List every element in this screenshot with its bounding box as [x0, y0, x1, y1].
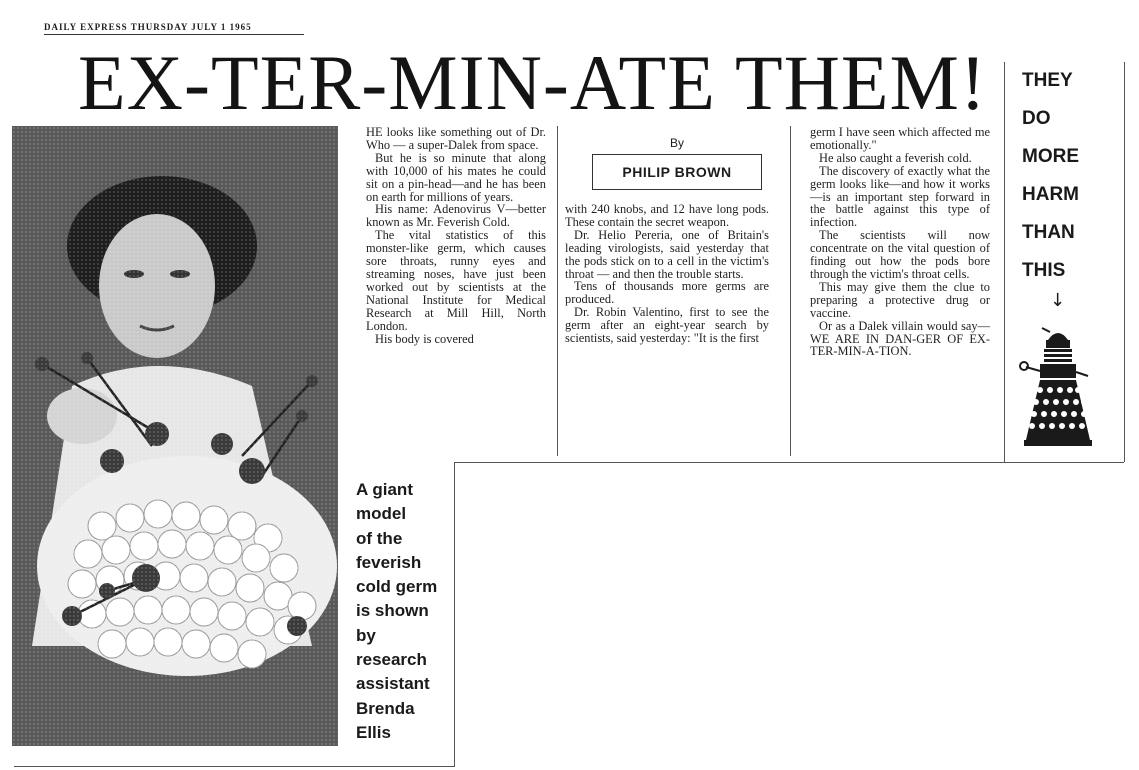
column-rule — [1004, 62, 1005, 462]
caption-line: research — [356, 650, 427, 670]
paragraph: Dr. Helio Pereria, one of Britain's leading virologists, said yesterday that the pods stick on to a cell in the victim's throat — and then the trouble starts. — [565, 227, 769, 281]
article-column-3 — [810, 126, 990, 358]
sidebar-line: MORE — [1022, 146, 1079, 167]
page-edge-rule — [1124, 62, 1125, 462]
paragraph: The discovery of exactly what the germ looks like—and how it works—is an important step forward in the battle against this type of infection. — [810, 163, 990, 230]
paragraph: HE looks like something out of Dr. Who — a super-Dalek from space. — [366, 125, 546, 152]
column-rule — [454, 462, 455, 767]
sidebar-line: DO — [1022, 108, 1051, 129]
paragraph: His name: Adenovirus V—better known as Mr. Feverish Cold. — [366, 202, 546, 230]
sidebar-line: THIS — [1022, 260, 1066, 281]
caption-line: feverish — [356, 552, 422, 572]
byline-name: PHILIP BROWN — [592, 154, 762, 190]
sidebar-slogan — [1022, 62, 1102, 290]
caption-line: of the — [356, 528, 403, 548]
bottom-rule — [14, 766, 454, 767]
paragraph: with 240 knobs, and 12 have long pods. These contain the secret weapon. — [565, 202, 769, 229]
sidebar-line: HARM — [1022, 184, 1079, 205]
paragraph: The vital statistics of this monster-like germ, which causes sore throats, runny eyes and streaming noses, have just been worked out by scientists at the National Institute for Medical Research at Mill Hill, North London. — [366, 228, 546, 333]
bottom-rule — [454, 462, 1124, 463]
caption-line: by — [356, 625, 376, 645]
caption-line: Ellis — [356, 722, 391, 742]
paragraph: The scientists will now concentrate on the vital question of finding out how the pods bore through the victim's throat cells. — [810, 228, 990, 281]
article-column-1 — [366, 126, 546, 345]
paragraph: He also caught a feverish cold. — [819, 150, 972, 165]
caption-line: Brenda — [356, 698, 415, 718]
paragraph: Tens of thousands more germs are produced. — [565, 279, 769, 307]
byline — [592, 136, 762, 190]
caption-line: A giant — [356, 480, 413, 499]
masthead: DAILY EXPRESS THURSDAY JULY 1 1965 — [44, 22, 304, 35]
byline-label: By — [669, 136, 684, 150]
column-rule — [557, 126, 558, 456]
article-column-2 — [565, 203, 769, 345]
paragraph: His body is covered — [375, 331, 474, 346]
arrow-down-icon: ↓ — [1050, 290, 1066, 311]
dalek-icon — [1018, 322, 1098, 457]
paragraph: Dr. Robin Valentino, first to see the germ after an eight-year search by scientists, said yesterday: "It is the first — [565, 305, 769, 346]
column-rule — [790, 126, 791, 456]
paragraph: This may give them the clue to preparing a protective drug or vaccine. — [810, 279, 990, 320]
photo-caption — [356, 478, 452, 745]
caption-line: is shown — [356, 601, 429, 621]
photo-germ-model — [12, 126, 338, 746]
caption-line: model — [356, 504, 407, 524]
paragraph: germ I have seen which affected me emotionally." — [810, 125, 990, 152]
caption-line: cold germ — [356, 577, 438, 597]
paragraph: Or as a Dalek villain would say—WE ARE IN DAN-GER OF EX-TER-MIN-A-TION. — [810, 318, 990, 359]
sidebar-line: THEY — [1022, 70, 1073, 91]
caption-line: assistant — [356, 674, 430, 694]
headline: EX-TER-MIN-ATE THEM! — [78, 39, 987, 126]
sidebar-line: THAN — [1022, 222, 1075, 243]
paragraph: But he is so minute that along with 10,000 of his mates he could sit on a pin-head—and he has been on earth for millions of years. — [366, 150, 546, 204]
photo-illustration — [12, 126, 338, 746]
